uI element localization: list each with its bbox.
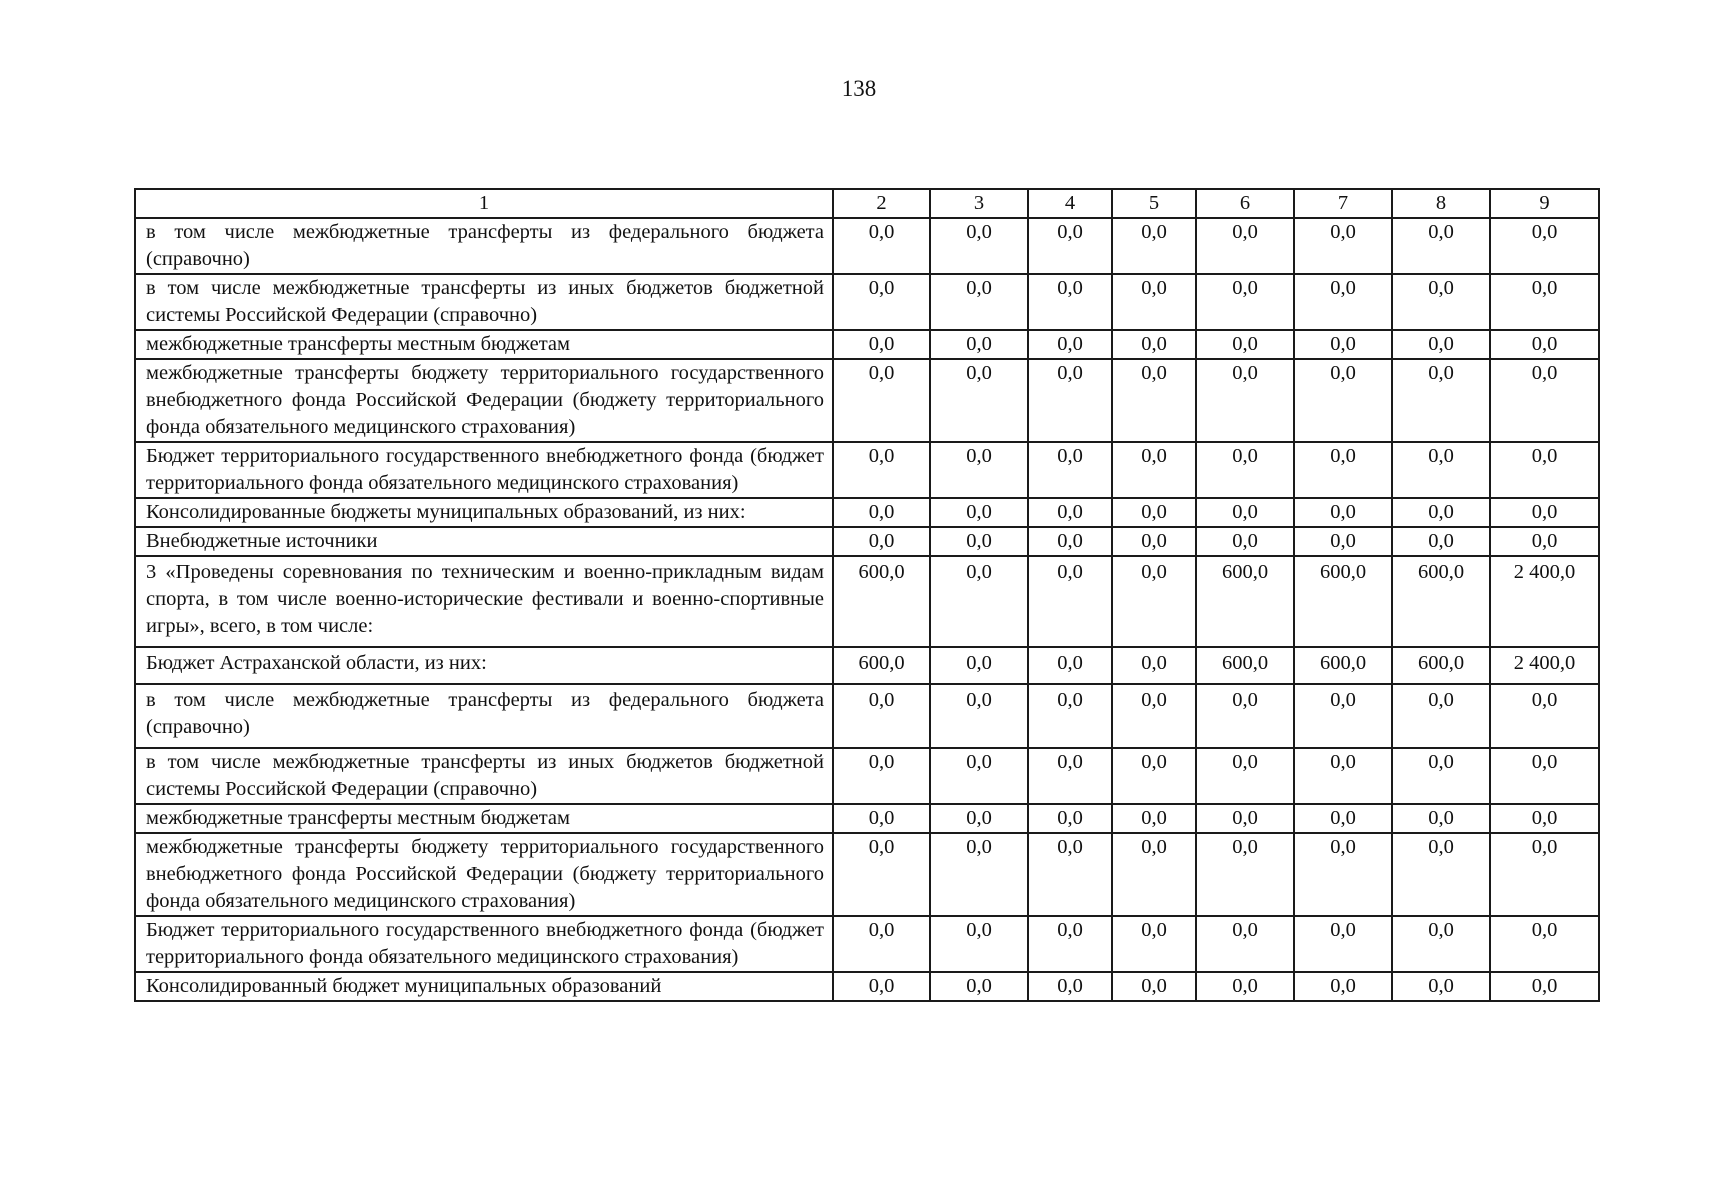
value-cell: 0,0 [833,330,930,359]
value-cell: 600,0 [1294,647,1392,684]
value-cell: 0,0 [1294,359,1392,442]
value-cell: 0,0 [1392,218,1490,274]
budget-table [134,188,1600,1002]
value-cell: 2 400,0 [1490,556,1599,647]
value-cell: 0,0 [1028,748,1112,804]
value-cell: 0,0 [1196,218,1294,274]
value-cell: 0,0 [1112,916,1196,972]
value-cell: 0,0 [1490,330,1599,359]
value-cell: 0,0 [1490,218,1599,274]
table-row [135,330,1599,359]
table-row [135,498,1599,527]
value-cell: 0,0 [930,804,1028,833]
value-cell: 0,0 [930,556,1028,647]
value-cell: 0,0 [1196,916,1294,972]
column-header: 7 [1294,189,1392,218]
value-cell: 0,0 [930,442,1028,498]
value-cell: 0,0 [1112,527,1196,556]
table-row [135,972,1599,1001]
value-cell: 0,0 [833,218,930,274]
value-cell: 0,0 [1196,527,1294,556]
value-cell: 0,0 [1392,833,1490,916]
value-cell: 0,0 [1196,442,1294,498]
value-cell: 0,0 [1112,442,1196,498]
value-cell: 0,0 [833,684,930,748]
value-cell: 0,0 [1112,833,1196,916]
value-cell: 0,0 [1028,218,1112,274]
value-cell: 0,0 [833,833,930,916]
value-cell: 0,0 [1294,804,1392,833]
value-cell: 0,0 [1028,684,1112,748]
value-cell: 0,0 [1112,330,1196,359]
value-cell: 0,0 [1112,218,1196,274]
value-cell: 0,0 [1196,804,1294,833]
value-cell: 0,0 [1196,330,1294,359]
row-label: 3 «Проведены соревнования по техническим и военно-прикладным видам спорта, в том числе военно-исторические фестивали и военно-спортивные игры», всего, в том числе: [135,556,833,647]
value-cell: 0,0 [930,218,1028,274]
column-header: 2 [833,189,930,218]
value-cell: 0,0 [1028,274,1112,330]
value-cell: 0,0 [1028,804,1112,833]
value-cell: 0,0 [1028,556,1112,647]
value-cell: 0,0 [1294,972,1392,1001]
value-cell: 0,0 [1294,330,1392,359]
value-cell: 0,0 [1112,647,1196,684]
value-cell: 0,0 [833,498,930,527]
value-cell: 0,0 [1490,442,1599,498]
value-cell: 0,0 [930,527,1028,556]
value-cell: 0,0 [1490,359,1599,442]
value-cell: 0,0 [1392,330,1490,359]
table-row [135,748,1599,804]
column-header: 8 [1392,189,1490,218]
value-cell: 0,0 [930,647,1028,684]
column-header: 4 [1028,189,1112,218]
table-row [135,833,1599,916]
value-cell: 0,0 [930,748,1028,804]
value-cell: 0,0 [1392,498,1490,527]
value-cell: 0,0 [1294,274,1392,330]
value-cell: 0,0 [1028,916,1112,972]
row-label: в том числе межбюджетные трансферты из иных бюджетов бюджетной системы Российской Федерации (справочно) [135,274,833,330]
header-row [135,189,1599,218]
value-cell: 0,0 [1490,684,1599,748]
value-cell: 600,0 [1392,647,1490,684]
value-cell: 0,0 [930,833,1028,916]
value-cell: 0,0 [1196,274,1294,330]
table-row [135,218,1599,274]
value-cell: 0,0 [1028,359,1112,442]
value-cell: 600,0 [1392,556,1490,647]
value-cell: 0,0 [1392,359,1490,442]
value-cell: 0,0 [1196,498,1294,527]
value-cell: 0,0 [1196,748,1294,804]
table-row [135,804,1599,833]
row-label: Консолидированные бюджеты муниципальных образований, из них: [135,498,833,527]
value-cell: 0,0 [1392,274,1490,330]
value-cell: 0,0 [1294,527,1392,556]
value-cell: 0,0 [1196,684,1294,748]
value-cell: 0,0 [1112,498,1196,527]
value-cell: 0,0 [930,274,1028,330]
value-cell: 0,0 [833,972,930,1001]
value-cell: 0,0 [1294,218,1392,274]
value-cell: 0,0 [930,972,1028,1001]
row-label: в том числе межбюджетные трансферты из федерального бюджета (справочно) [135,218,833,274]
value-cell: 2 400,0 [1490,647,1599,684]
table-row [135,442,1599,498]
value-cell: 0,0 [1294,684,1392,748]
row-label: межбюджетные трансферты местным бюджетам [135,330,833,359]
value-cell: 0,0 [1196,972,1294,1001]
value-cell: 0,0 [1490,498,1599,527]
row-label: в том числе межбюджетные трансферты из федерального бюджета (справочно) [135,684,833,748]
value-cell: 0,0 [1028,647,1112,684]
value-cell: 0,0 [833,748,930,804]
value-cell: 0,0 [1490,527,1599,556]
row-label: Внебюджетные источники [135,527,833,556]
table-row [135,527,1599,556]
value-cell: 0,0 [930,684,1028,748]
row-label: в том числе межбюджетные трансферты из иных бюджетов бюджетной системы Российской Федерации (справочно) [135,748,833,804]
table-row [135,916,1599,972]
value-cell: 0,0 [1392,748,1490,804]
value-cell: 0,0 [833,916,930,972]
table-row [135,647,1599,684]
value-cell: 0,0 [1294,498,1392,527]
value-cell: 0,0 [1028,498,1112,527]
value-cell: 0,0 [1294,916,1392,972]
table-row [135,359,1599,442]
value-cell: 0,0 [1112,748,1196,804]
table-row [135,684,1599,748]
page-number: 138 [841,76,877,101]
row-label: межбюджетные трансферты бюджету территориального государственного внебюджетного фонда Российской Федерации (бюджету территориального фонда обязательного медицинского страхования) [135,359,833,442]
value-cell: 0,0 [1112,274,1196,330]
value-cell: 600,0 [833,556,930,647]
row-label: Бюджет территориального государственного внебюджетного фонда (бюджет территориального фонда обязательного медицинского страхования) [135,916,833,972]
value-cell: 0,0 [1028,527,1112,556]
value-cell: 0,0 [833,359,930,442]
value-cell: 600,0 [1196,647,1294,684]
row-label: Консолидированный бюджет муниципальных образований [135,972,833,1001]
value-cell: 0,0 [1028,330,1112,359]
table-body [135,189,1599,1001]
value-cell: 0,0 [1392,804,1490,833]
row-label: Бюджет Астраханской области, из них: [135,647,833,684]
value-cell: 0,0 [930,498,1028,527]
value-cell: 0,0 [833,527,930,556]
value-cell: 0,0 [833,274,930,330]
value-cell: 0,0 [1294,833,1392,916]
value-cell: 0,0 [1490,274,1599,330]
column-header: 3 [930,189,1028,218]
value-cell: 0,0 [1196,833,1294,916]
value-cell: 0,0 [1112,804,1196,833]
value-cell: 0,0 [1112,359,1196,442]
value-cell: 0,0 [1028,442,1112,498]
value-cell: 0,0 [1196,359,1294,442]
column-header: 6 [1196,189,1294,218]
value-cell: 600,0 [833,647,930,684]
value-cell: 0,0 [1490,833,1599,916]
value-cell: 0,0 [833,442,930,498]
value-cell: 0,0 [1294,442,1392,498]
value-cell: 0,0 [1490,804,1599,833]
value-cell: 600,0 [1196,556,1294,647]
value-cell: 0,0 [1294,748,1392,804]
value-cell: 0,0 [1392,527,1490,556]
value-cell: 0,0 [1490,972,1599,1001]
value-cell: 0,0 [1392,684,1490,748]
value-cell: 0,0 [1490,916,1599,972]
value-cell: 0,0 [930,330,1028,359]
value-cell: 0,0 [930,916,1028,972]
value-cell: 0,0 [1112,556,1196,647]
column-header: 5 [1112,189,1196,218]
row-label: межбюджетные трансферты местным бюджетам [135,804,833,833]
value-cell: 0,0 [1112,684,1196,748]
column-header: 9 [1490,189,1599,218]
table-row [135,274,1599,330]
value-cell: 0,0 [1392,972,1490,1001]
value-cell: 0,0 [1028,972,1112,1001]
value-cell: 0,0 [930,359,1028,442]
value-cell: 600,0 [1294,556,1392,647]
value-cell: 0,0 [833,804,930,833]
value-cell: 0,0 [1112,972,1196,1001]
value-cell: 0,0 [1392,442,1490,498]
column-header: 1 [135,189,833,218]
value-cell: 0,0 [1028,833,1112,916]
row-label: межбюджетные трансферты бюджету территориального государственного внебюджетного фонда Российской Федерации (бюджету территориального фонда обязательного медицинского страхования) [135,833,833,916]
table-row [135,556,1599,647]
value-cell: 0,0 [1490,748,1599,804]
row-label: Бюджет территориального государственного внебюджетного фонда (бюджет территориального фонда обязательного медицинского страхования) [135,442,833,498]
value-cell: 0,0 [1392,916,1490,972]
